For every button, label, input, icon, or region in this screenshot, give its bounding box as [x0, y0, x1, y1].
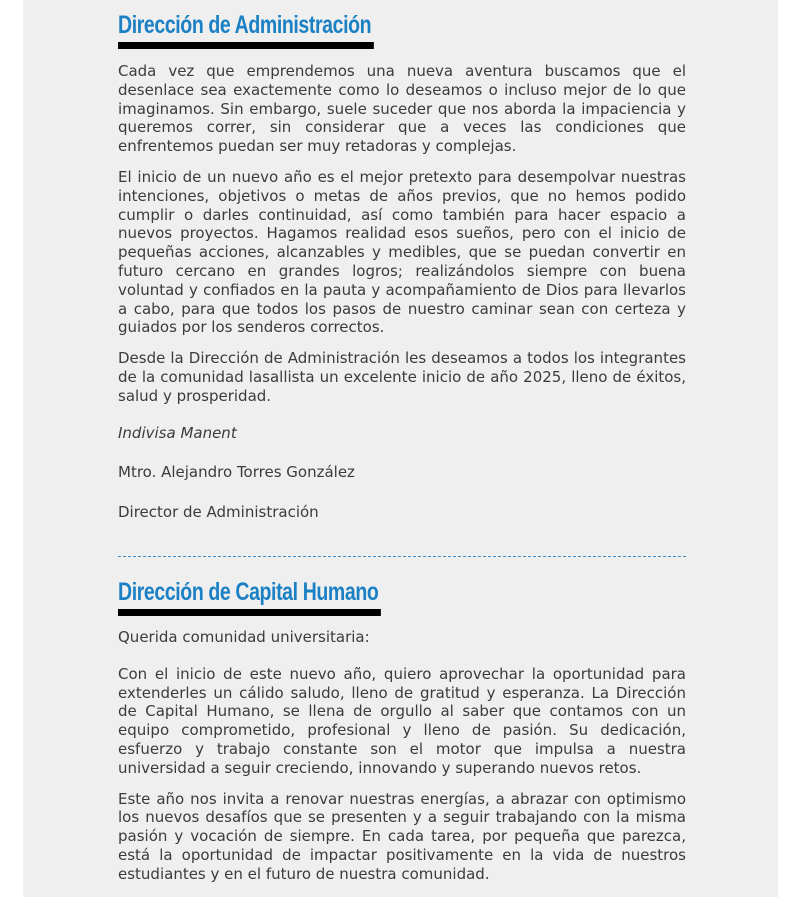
newsletter-content — [118, 12, 686, 884]
paragraph: Con el inicio de este nuevo año, quiero aprovechar la oportunidad para extenderles un cálido saludo, lleno de gratitud y esperanza. La Dirección de Capital Humano, se llena de orgullo al saber que contamos con un equipo comprometido, profesional y lleno de pasión. Su dedicación, esfuerzo y trabajo constante son el motor que impulsa a nuestra universidad a seguir creciendo, innovando y superando nuevos retos. — [118, 664, 686, 777]
section-header — [118, 579, 686, 616]
section-capital-humano — [118, 579, 686, 884]
motto: Indivisa Manent — [118, 423, 237, 442]
signature-role: Director de Administración — [118, 503, 319, 522]
paragraph: Este año nos invita a renovar nuestras energías, a abrazar con optimismo los nuevos desafíos que se presenten y a seguir trabajando con la misma pasión y vocación de siempre. En cada tarea, por pequeña que parezca, está la oportunidad de impactar positivamente en la vida de nuestros estudiantes y en el futuro de nuestra comunidad. — [118, 789, 686, 883]
salutation: Querida comunidad universitaria: — [118, 627, 370, 646]
newsletter-panel — [23, 0, 778, 897]
paragraph: Desde la Dirección de Administración les deseamos a todos los integrantes de la comunidad lasallista un excelente inicio de año 2025, lleno de éxitos, salud y prosperidad. — [118, 349, 686, 405]
section-divider — [118, 556, 686, 557]
section-title-administracion: Dirección de Administración — [118, 12, 373, 49]
signature-name: Mtro. Alejandro Torres González — [118, 463, 355, 482]
paragraph: Cada vez que emprendemos una nueva aventura buscamos que el desenlace sea exactemente como lo deseamos o incluso mejor de lo que imaginamos. Sin embargo, suele suceder que nos aborda la impaciencia y queremos correr, sin considerar que a veces las condiciones que enfrentemos puedan ser muy retadoras y complejas. — [118, 62, 686, 156]
paragraph: El inicio de un nuevo año es el mejor pretexto para desempolvar nuestras intenciones, objetivos o metas de años previos, que no hemos podido cumplir o darles continuidad, así como también para hacer espacio a nuevos proyectos. Hagamos realidad esos sueños, pero con el inicio de pequeñas acciones, alcanzables y medibles, que se puedan convertir en futuro cercano en grandes logros; realizándolos siempre con buena voluntad y confiados en la pauta y acompañamiento de Dios para llevarlos a cabo, para que todos los pasos de nuestro caminar sean con certeza y guiados por los senderos correctos. — [118, 167, 686, 337]
section-title-capital-humano: Dirección de Capital Humano — [118, 579, 381, 616]
section-header — [118, 12, 686, 49]
section-administracion — [118, 12, 686, 522]
